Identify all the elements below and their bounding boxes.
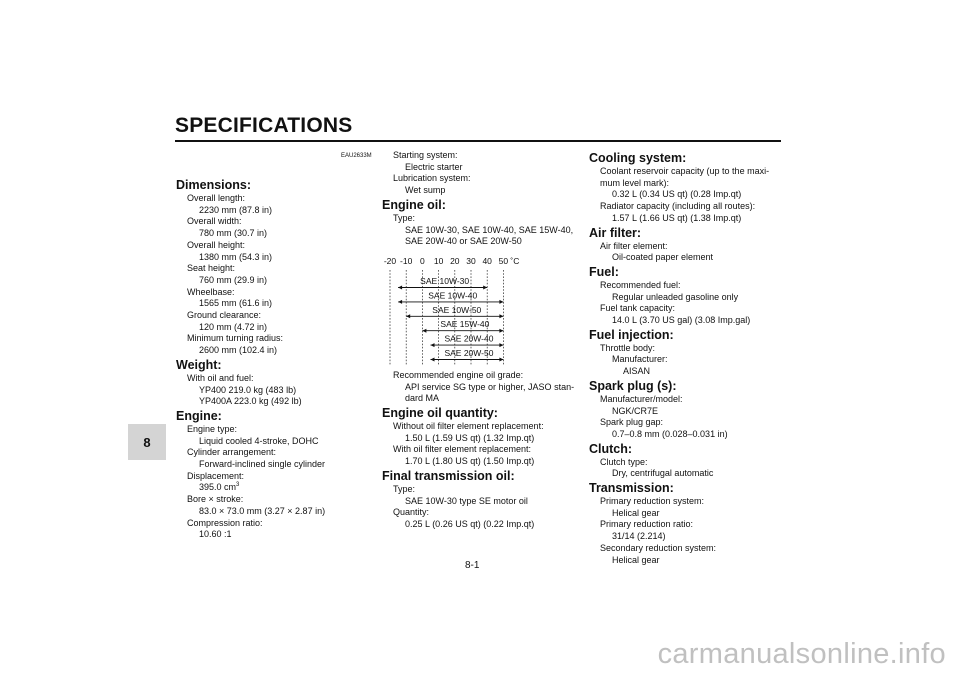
spec-label: Lubrication system: — [393, 173, 471, 184]
spec-value: 83.0 × 73.0 mm (3.27 × 2.87 in) — [199, 505, 326, 516]
spec-value: 0.25 L (0.26 US qt) (0.22 Imp.qt) — [405, 518, 535, 529]
spec-value: Wet sump — [405, 185, 446, 196]
temp-tick-label: 20 — [450, 255, 460, 266]
temp-tick-label: 40 — [482, 255, 492, 266]
spec-value: Oil-coated paper element — [612, 252, 714, 263]
spec-value: 2600 mm (102.4 in) — [199, 345, 278, 356]
spec-value: 2230 mm (87.8 in) — [199, 204, 273, 215]
spec-label: Seat height: — [187, 263, 236, 274]
spec-value — [176, 482, 371, 494]
spec-value: 1565 mm (61.6 in) — [199, 298, 273, 309]
oil-band-label: SAE 15W-40 — [440, 319, 490, 330]
spec-value: Dry, centrifugal automatic — [612, 468, 714, 479]
page-title: SPECIFICATIONS — [175, 114, 353, 137]
watermark: carmanualsonline.info — [657, 638, 946, 670]
spec-label: Cylinder arrangement: — [187, 447, 277, 458]
spec-label: Spark plug gap: — [600, 417, 664, 428]
spec-label: Engine type: — [187, 423, 238, 434]
oil-band-arrow-left — [406, 314, 410, 318]
spec-value: 10.60 :1 — [199, 529, 232, 540]
oil-band-label: SAE 20W-40 — [444, 333, 494, 344]
spec-value: AISAN — [623, 366, 651, 377]
spec-label: Wheelbase: — [187, 286, 235, 297]
spec-value: 1.70 L (1.80 US qt) (1.50 Imp.qt) — [405, 456, 535, 467]
column-2 — [382, 150, 578, 531]
spec-value: Liquid cooled 4-stroke, DOHC — [199, 435, 319, 446]
spec-label: Throttle body: — [600, 342, 656, 353]
superscript: 3 — [236, 482, 240, 489]
oil-band-arrow-right — [499, 343, 503, 347]
heading-cooling-system: Cooling system: — [589, 151, 687, 165]
spec-label: Type: — [393, 212, 416, 223]
temp-tick-label: -10 — [400, 255, 413, 266]
heading-engine-oil-quantity: Engine oil quantity: — [382, 406, 498, 421]
spec-value: SAE 20W-40 or SAE 20W-50 — [405, 236, 522, 247]
spec-label: Radiator capacity (including all routes): — [600, 201, 756, 212]
spec-value: Electric starter — [405, 161, 463, 172]
spec-value: Helical gear — [612, 554, 660, 565]
spec-label: Compression ratio: — [187, 517, 263, 528]
oil-band-arrow-left — [431, 357, 435, 361]
oil-band-arrow-right — [499, 329, 503, 333]
spec-label: With oil and fuel: — [187, 372, 254, 383]
spec-value: SAE 10W-30 type SE motor oil — [405, 495, 528, 506]
spec-label: Manufacturer: — [612, 354, 668, 365]
spec-value: 0.7–0.8 mm (0.028–0.031 in) — [612, 428, 728, 439]
oil-band-label: SAE 20W-50 — [444, 347, 494, 358]
oil-band-arrow-left — [398, 300, 402, 304]
spec-label: Ground clearance: — [187, 310, 262, 321]
spec-value: 0.32 L (0.34 US qt) (0.28 Imp.qt) — [612, 189, 742, 200]
heading-weight: Weight: — [176, 357, 222, 372]
spec-value: 120 mm (4.72 in) — [199, 321, 268, 332]
spec-label: Recommended fuel: — [600, 279, 681, 290]
spec-label: Bore × stroke: — [187, 494, 244, 505]
spec-value: API service SG type or higher, JASO stan- — [405, 381, 575, 392]
spec-value: NGK/CR7E — [612, 405, 659, 416]
spec-label: Manufacturer/model: — [600, 393, 683, 404]
oil-band-arrow-right — [499, 300, 503, 304]
oil-band-arrow-right — [499, 357, 503, 361]
heading-engine-oil: Engine oil: — [382, 197, 446, 212]
spec-label: Without oil filter element replacement: — [393, 421, 544, 432]
spec-label: Coolant reservoir capacity (up to the maxi- — [600, 166, 770, 176]
chapter-tab: 8 — [128, 424, 166, 460]
column-1 — [176, 150, 371, 541]
spec-label: Minimum turning radius: — [187, 333, 284, 344]
temp-tick-label: 10 — [433, 255, 444, 266]
spec-value: dard MA — [405, 393, 440, 404]
spec-value: Regular unleaded gasoline only — [612, 291, 739, 302]
oil-band-arrow-left — [398, 285, 402, 289]
title-rule — [175, 140, 781, 142]
temp-tick-label: 0 — [420, 255, 425, 266]
temp-tick-label: 30 — [466, 255, 476, 266]
temp-unit-label: ˚C — [510, 255, 520, 266]
spec-value: YP400A 223.0 kg (492 lb) — [199, 396, 302, 407]
spec-value: Forward-inclined single cylinder — [199, 459, 326, 470]
spec-label: Overall height: — [187, 239, 246, 250]
oil-band-label: SAE 10W-30 — [420, 275, 470, 286]
spec-label: Displacement: — [187, 470, 245, 481]
oil-band-arrow-left — [422, 329, 426, 333]
heading-clutch: Clutch: — [589, 441, 633, 456]
spec-label: Secondary reduction system: — [600, 542, 717, 553]
oil-viscosity-chart — [382, 254, 572, 366]
spec-value: 780 mm (30.7 in) — [199, 228, 268, 239]
heading-spark-plug: Spark plug (s): — [589, 378, 677, 393]
oil-band-label: SAE 10W-40 — [428, 290, 478, 301]
spec-label: Primary reduction system: — [600, 496, 705, 507]
spec-label: Overall length: — [187, 193, 246, 203]
spec-value: YP400 219.0 kg (483 lb) — [199, 384, 297, 395]
spec-label: With oil filter element replacement: — [393, 444, 532, 455]
heading-transmission: Transmission: — [589, 481, 674, 496]
spec-label: Clutch type: — [600, 456, 648, 467]
spec-label: mum level mark): — [600, 177, 670, 188]
spec-label: Starting system: — [393, 150, 458, 160]
oil-band-arrow-right — [499, 314, 503, 318]
spec-label: Type: — [393, 483, 416, 494]
oil-band-arrow-left — [431, 343, 435, 347]
spec-label: Air filter element: — [600, 240, 668, 251]
heading-fuel-injection: Fuel injection: — [589, 327, 674, 342]
spec-label: Overall width: — [187, 216, 242, 227]
section-code: EAU2633M — [341, 153, 372, 159]
spec-label: Recommended engine oil grade: — [393, 369, 524, 380]
spec-value: Helical gear — [612, 507, 660, 518]
heading-fuel: Fuel: — [589, 264, 619, 279]
spec-value: 1.50 L (1.59 US qt) (1.32 Imp.qt) — [405, 432, 535, 443]
spec-value: 14.0 L (3.70 US gal) (3.08 Imp.gal) — [612, 315, 751, 326]
spec-value: 760 mm (29.9 in) — [199, 274, 268, 285]
spec-value: 1380 mm (54.3 in) — [199, 251, 273, 262]
spec-value: 1.57 L (1.66 US qt) (1.38 Imp.qt) — [612, 212, 742, 223]
heading-engine: Engine: — [176, 408, 222, 423]
oil-band-label: SAE 10W-50 — [432, 304, 482, 315]
spec-label: Fuel tank capacity: — [600, 303, 676, 314]
spec-value: SAE 10W-30, SAE 10W-40, SAE 15W-40, — [405, 224, 574, 235]
displacement-value: 395.0 cm — [199, 482, 237, 493]
page-number: 8-1 — [465, 560, 480, 571]
spec-value: 31/14 (2.214) — [612, 531, 666, 542]
oil-band-arrow-right — [483, 285, 487, 289]
heading-final-transmission-oil: Final transmission oil: — [382, 468, 515, 483]
heading-dimensions: Dimensions: — [176, 178, 252, 192]
column-3 — [589, 150, 784, 566]
spec-label: Quantity: — [393, 507, 430, 518]
heading-air-filter: Air filter: — [589, 225, 642, 240]
temp-tick-label: -20 — [383, 255, 397, 266]
spec-label: Primary reduction ratio: — [600, 519, 694, 530]
temp-tick-label: 50 — [498, 255, 509, 266]
